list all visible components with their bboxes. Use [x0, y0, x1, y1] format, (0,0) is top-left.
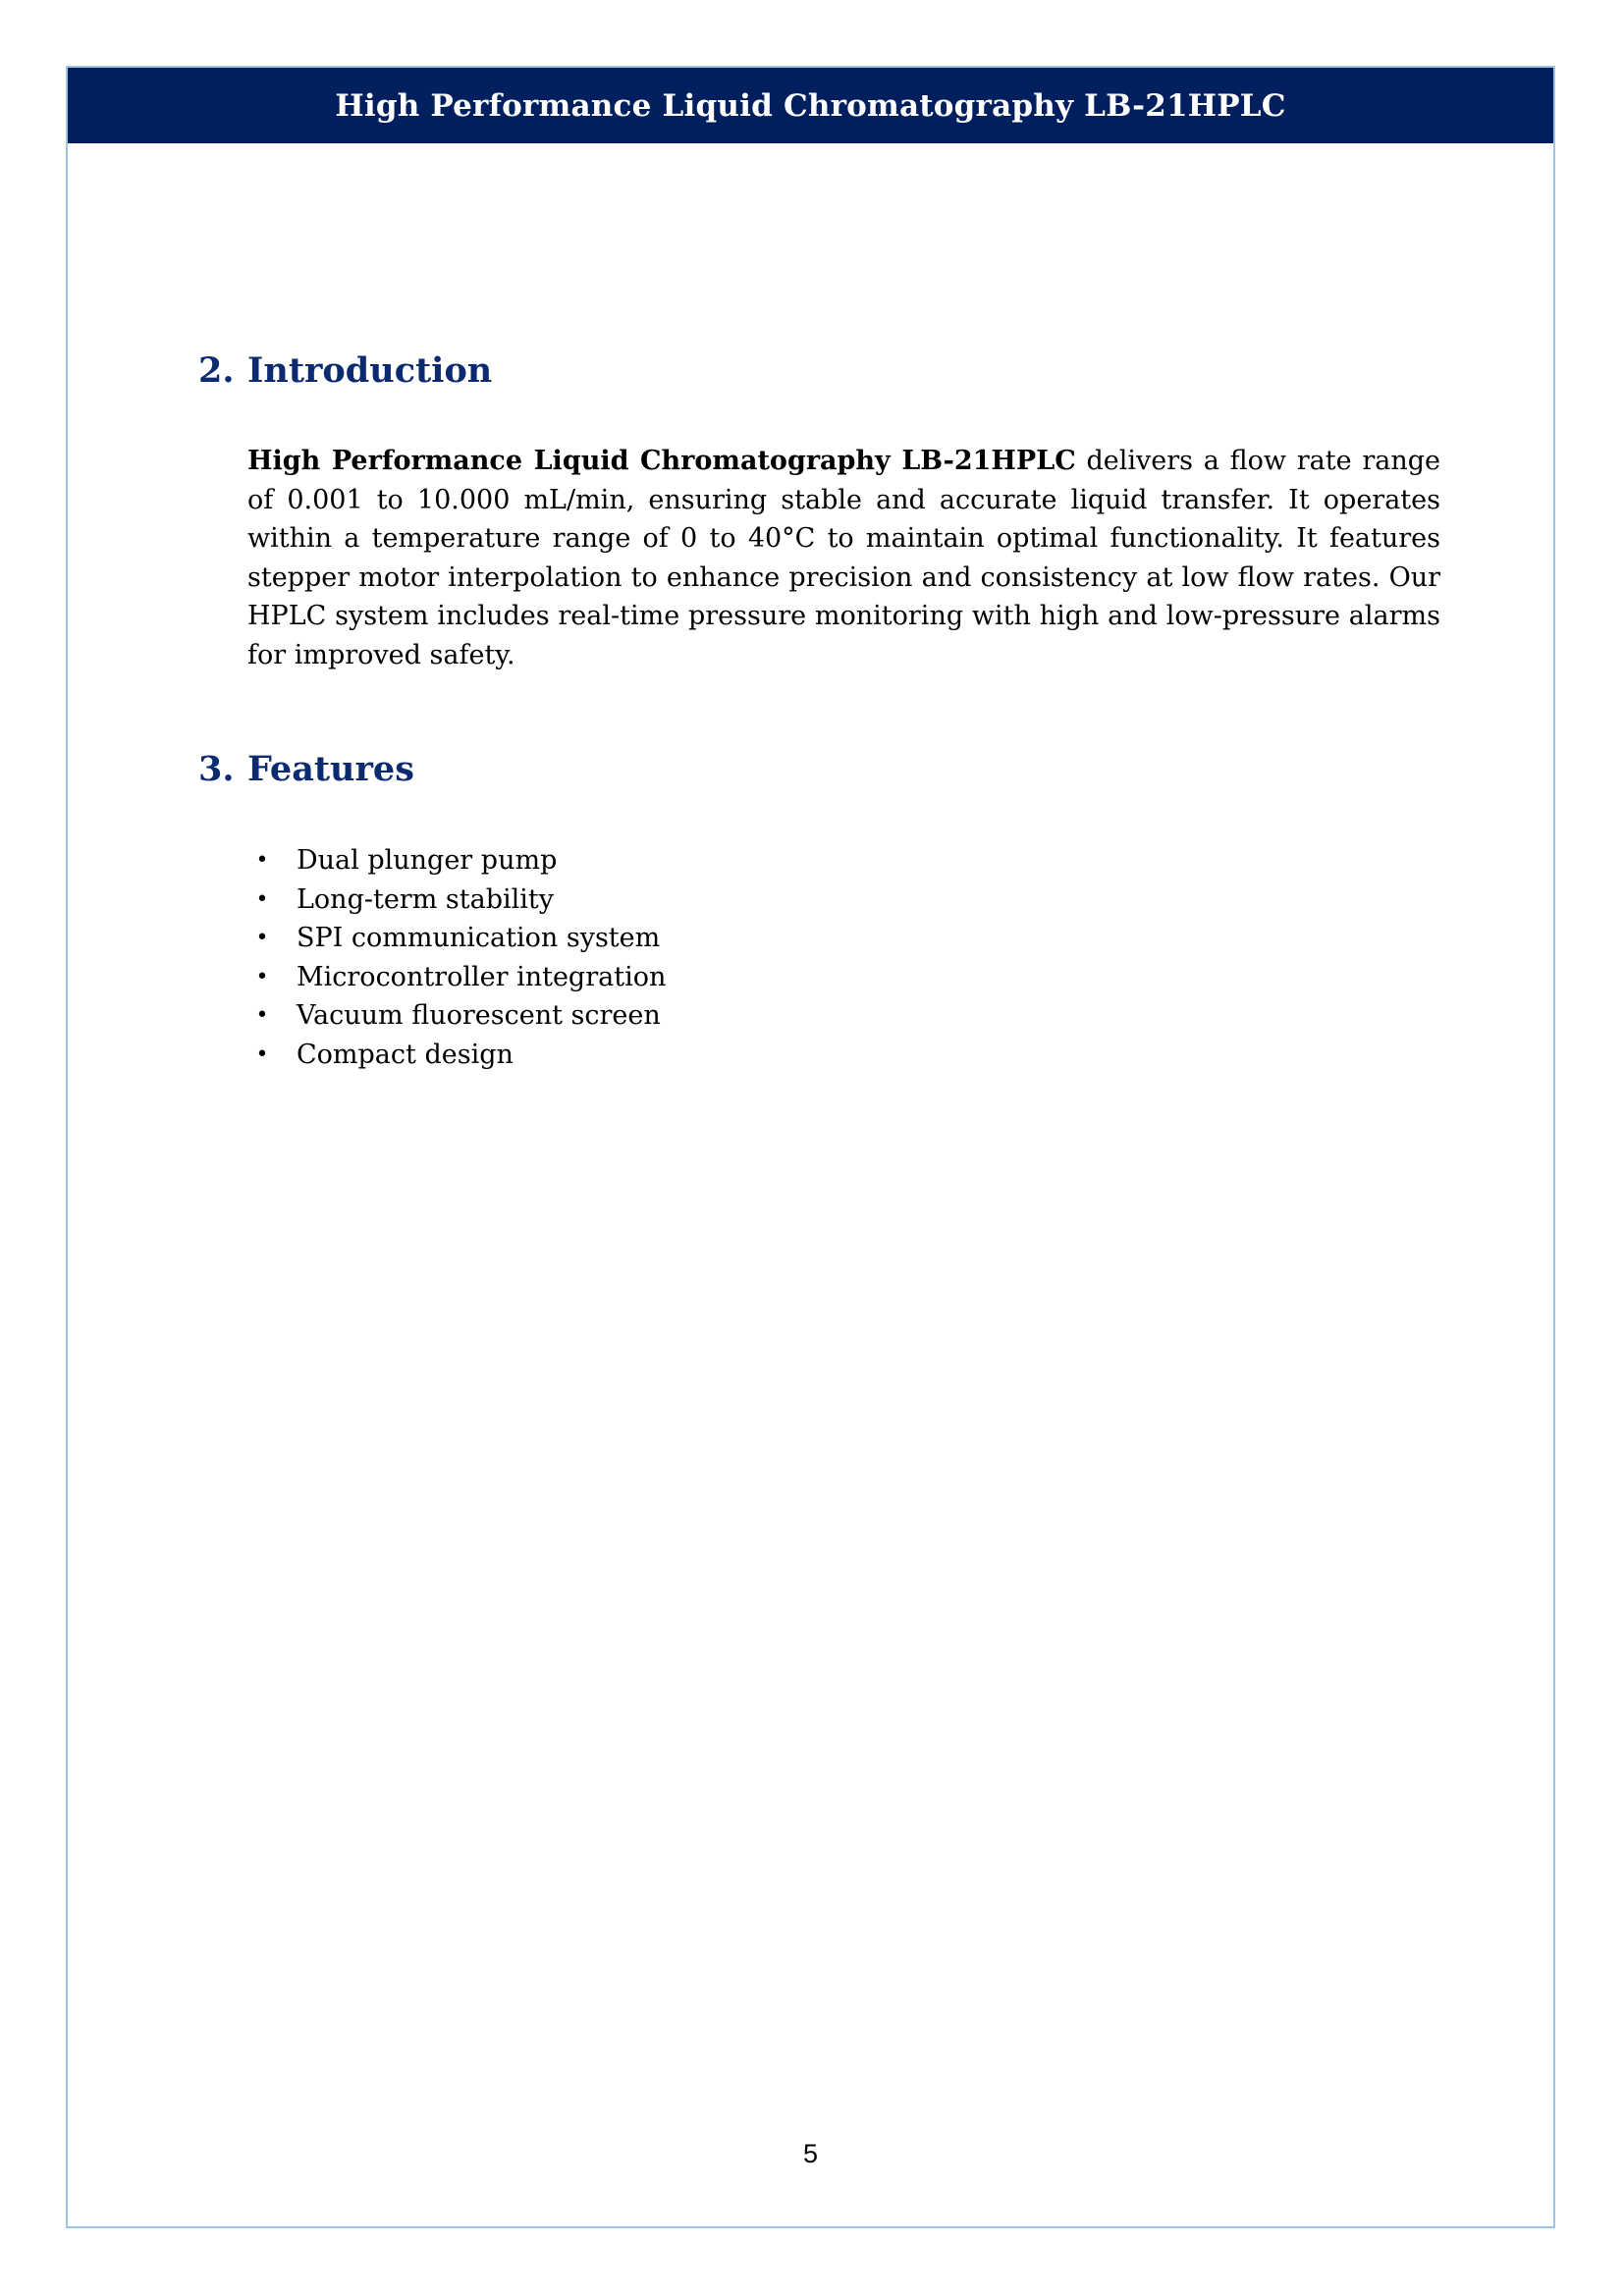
features-title: Features — [247, 749, 414, 789]
features-number: 3. — [198, 749, 235, 789]
features-list — [247, 841, 666, 1074]
list-item-label: Microcontroller integration — [297, 961, 667, 992]
bullet-icon: • — [255, 886, 269, 912]
introduction-heading — [198, 350, 492, 391]
list-item-label: Dual plunger pump — [297, 845, 558, 876]
introduction-lead: High Performance Liquid Chromatography LB-21HPLC — [247, 446, 1076, 476]
introduction-number: 2. — [198, 350, 235, 391]
bullet-icon: • — [255, 964, 269, 989]
introduction-body: delivers a flow rate range of 0.001 to 10.000 mL/min, ensuring stable and accurate liquid transfer. It operates within a temperature range of 0 to 40°C to maintain optimal functionality. It features stepper motor interpolation to enhance precision and consistency at low flow rates. Our HPLC system includes real-time pressure monitoring with high and low-pressure alarms for improved safety. — [247, 446, 1440, 670]
list-item-label: SPI communication system — [297, 923, 661, 953]
list-item-label: Long-term stability — [297, 883, 554, 915]
list-item-label: Compact design — [297, 1039, 514, 1070]
list-item — [247, 958, 666, 997]
page-frame — [66, 66, 1555, 2228]
bullet-icon: • — [255, 926, 269, 950]
bullet-icon: • — [255, 848, 269, 873]
list-item — [247, 996, 666, 1036]
list-item — [247, 841, 666, 881]
features-heading — [198, 749, 414, 789]
list-item-label: Vacuum fluorescent screen — [297, 1000, 661, 1031]
list-item — [247, 919, 666, 958]
introduction-paragraph — [247, 442, 1440, 674]
bullet-icon: • — [255, 1041, 269, 1067]
list-item — [247, 1036, 666, 1075]
page-number: 5 — [802, 2139, 819, 2168]
introduction-title: Introduction — [247, 350, 493, 391]
document-title: High Performance Liquid Chromatography LB-21HPLC — [335, 87, 1286, 124]
list-item — [247, 881, 666, 920]
bullet-icon: • — [255, 1003, 269, 1028]
header-bar — [68, 68, 1553, 143]
